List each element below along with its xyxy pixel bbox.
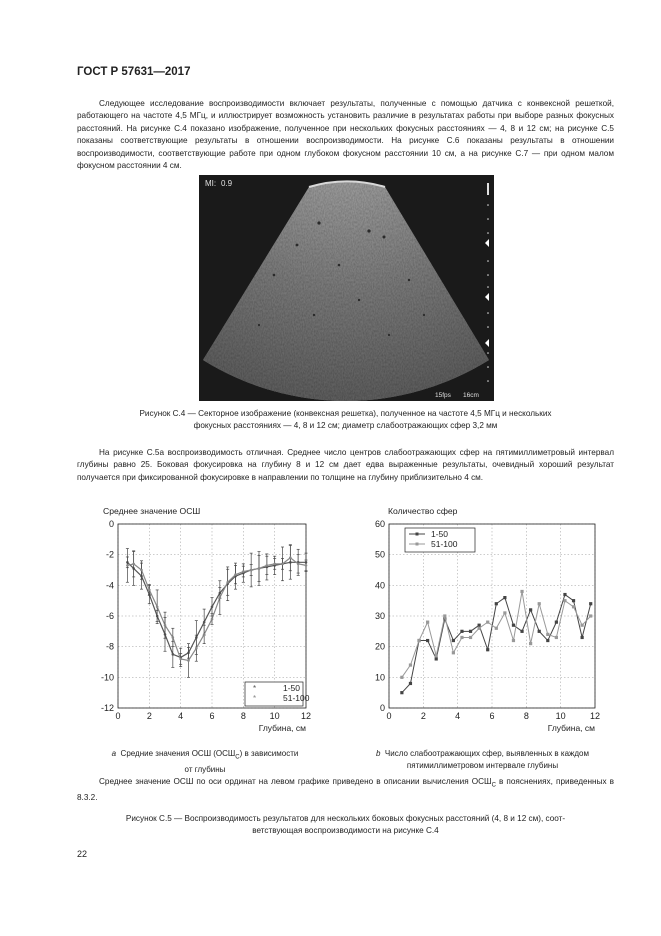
data-point [266, 564, 269, 567]
x-tick-label: 4 [178, 711, 184, 721]
data-point [409, 663, 412, 666]
chart-a [85, 518, 325, 740]
legend-marker [416, 543, 419, 546]
data-point [172, 653, 175, 656]
y-tick-label: -6 [105, 611, 114, 621]
data-point [305, 564, 308, 567]
data-point [250, 569, 253, 572]
subcaption-a-sub: С [235, 754, 240, 761]
x-tick-label: 6 [209, 711, 215, 721]
y-tick-label: -8 [105, 641, 114, 652]
figure-c5-caption-2: ветствующая воспроизводимости на рисунке С.4 [252, 826, 439, 835]
subcaption-a-text: Средние значения ОСШ (ОСШ [120, 749, 236, 758]
legend-label: 1-50 [431, 529, 449, 539]
data-point [203, 621, 206, 624]
data-point [242, 570, 245, 573]
page-number: 22 [77, 849, 88, 859]
data-point [555, 636, 558, 639]
data-point [538, 630, 541, 633]
data-point [409, 682, 412, 685]
note-sub: С [491, 782, 496, 789]
data-point [460, 630, 463, 633]
legend-marker [416, 533, 419, 536]
x-tick-label: 2 [146, 711, 152, 721]
subcaption-a-text-end: ) в зависимости [239, 749, 299, 758]
data-point [555, 621, 558, 624]
data-point [581, 624, 584, 627]
depth-label: 16cm [463, 392, 479, 399]
data-point [529, 608, 532, 611]
data-point [211, 606, 214, 609]
data-point [538, 602, 541, 605]
data-point [426, 621, 429, 624]
data-point [589, 614, 592, 617]
x-tick-label: 10 [269, 711, 280, 721]
figure-c5-caption-1: Рисунок С.5 — Воспроизводимость результатов для нескольких боковых фокусных расстояний (4, 8 и 12 см), соот- [125, 814, 566, 823]
data-point [297, 563, 300, 566]
data-point [148, 589, 151, 592]
data-point [211, 618, 214, 621]
data-point [195, 647, 198, 650]
figure-c4-caption-2: фокусных расстояниях — 4, 8 и 12 см; диаметр слабоотражающих сфер 3,2 мм [193, 421, 498, 430]
data-point [452, 651, 455, 654]
y-tick-label: 60 [374, 519, 385, 529]
y-tick-label: -4 [105, 580, 114, 591]
mi-value: 0.9 [221, 179, 233, 188]
data-point [503, 611, 506, 614]
middle-paragraph: На рисунке С.5а воспроизводимость отличная. Среднее число центров слабоотражающих сфер на пятимиллиметровый интервал глубины равно 25. Боковая фокусировка на глубину 8 и 12 см дает едва выраженные результаты, очевидный хороший результат получается при фиксированной фокусировке в направлении по толщине на глубину приблизительно 4 см. [77, 448, 614, 482]
note-paragraph [77, 776, 614, 804]
x-tick-label: 10 [555, 711, 566, 721]
subcaption-a-prefix: a [111, 749, 117, 758]
figure-c4-caption-1: Рисунок С.4 — Секторное изображение (конвексная решетка), полученное на частоте 4,5 МГц и нескольких [139, 409, 552, 418]
data-point [495, 627, 498, 630]
data-point [417, 639, 420, 642]
intro-paragraph: Следующее исследование воспроизводимости включает результаты, полученные с помощью датчика с конвексной решеткой, работающего на частоте 4,5 МГц, и иллюстрирует возможность установить различие в результатах работы при выборе разных фокусных расстояний. На рисунке С.4 показано изображение, полученное при нескольких фокусных расстояниях — 4, 8 и 12 см; на рисунке С.5 показаны соответствующие результаты в отношении воспроизводимости. На рисунке С.6 показаны результаты в отношении воспроизводимости, соответствующие работе при одном глубоком фокусном расстоянии 10 см, а на рисунке С.7 — при одном малом фокусном расстоянии 4 см. [77, 99, 614, 171]
data-point [140, 569, 143, 572]
data-point [546, 633, 549, 636]
data-point [187, 659, 190, 662]
data-point [503, 596, 506, 599]
chart-a-title: Среднее значение ОСШ [103, 506, 201, 516]
data-point [589, 602, 592, 605]
data-point [164, 624, 167, 627]
data-point [273, 563, 276, 566]
y-tick-label: 0 [379, 703, 385, 713]
data-point [529, 642, 532, 645]
y-tick-label: -10 [100, 672, 114, 683]
data-point [435, 657, 438, 660]
mi-label: MI: [205, 179, 217, 188]
x-axis-label: Глубина, см [547, 723, 595, 733]
series-line-1-50 [402, 595, 591, 693]
document-header: ГОСТ Р 57631—2017 [77, 66, 191, 78]
y-tick-label: -12 [100, 703, 114, 713]
data-point [520, 630, 523, 633]
chart-b [360, 518, 610, 740]
data-point [132, 563, 135, 566]
series-line-1-50 [127, 562, 306, 657]
x-tick-label: 4 [455, 711, 461, 721]
data-point [219, 596, 222, 599]
data-point [400, 691, 403, 694]
data-point [469, 630, 472, 633]
data-point [203, 633, 206, 636]
legend-label: 51-100 [431, 539, 458, 549]
data-point [452, 639, 455, 642]
ultrasound-image [199, 175, 494, 401]
y-tick-label: 40 [374, 580, 385, 591]
data-point [563, 593, 566, 596]
data-point [469, 636, 472, 639]
x-tick-label: 8 [240, 711, 246, 721]
data-point [486, 621, 489, 624]
data-point [426, 639, 429, 642]
y-tick-label: 50 [374, 549, 385, 560]
data-point [495, 602, 498, 605]
y-tick-label: 30 [374, 611, 385, 621]
data-point [179, 658, 182, 661]
data-point [258, 567, 261, 570]
data-point [156, 606, 159, 609]
y-tick-label: 20 [374, 641, 385, 652]
data-point [512, 624, 515, 627]
x-tick-label: 2 [420, 711, 426, 721]
data-point [572, 605, 575, 608]
chart-b-title: Количество сфер [388, 506, 458, 516]
x-tick-label: 0 [386, 711, 392, 721]
data-point [478, 627, 481, 630]
legend-label: 1-50 [283, 683, 301, 693]
x-tick-label: 0 [115, 711, 121, 721]
note-text-before: Среднее значение ОСШ по оси ординат на левом графике приведено в описании вычисления ОСШ [99, 777, 492, 786]
x-tick-label: 8 [523, 711, 529, 721]
data-point [126, 564, 129, 567]
data-point [520, 590, 523, 593]
data-point [281, 563, 284, 566]
data-point [443, 614, 446, 617]
data-point [234, 573, 237, 576]
data-point [400, 676, 403, 679]
subcaption-a [85, 748, 325, 776]
x-tick-label: 6 [489, 711, 495, 721]
x-tick-label: 12 [589, 711, 601, 721]
x-tick-label: 12 [300, 711, 312, 721]
ultrasound-svg [199, 175, 494, 401]
y-tick-label: 0 [108, 519, 114, 529]
fps-label: 15fps [435, 392, 451, 399]
subcaption-b [340, 748, 625, 772]
data-point [435, 654, 438, 657]
x-axis-label: Глубина, см [258, 723, 306, 733]
data-point [572, 599, 575, 602]
data-point [478, 624, 481, 627]
data-point [172, 636, 175, 639]
note-text-after: в пояснениях, приведенных в 8.3.2. [77, 777, 614, 803]
data-point [581, 636, 584, 639]
legend-marker: * [253, 684, 257, 693]
subcaption-a-text-2: от глубины [184, 764, 226, 774]
data-point [512, 639, 515, 642]
subcaption-b-text: Число слабоотражающих сфер, выявленных в каждом [384, 749, 589, 758]
y-tick-label: -2 [105, 549, 114, 560]
data-point [289, 556, 292, 559]
subcaption-b-text-2: пятимиллиметровом интервале глубины [406, 761, 559, 770]
data-point [546, 639, 549, 642]
y-tick-label: 10 [374, 672, 385, 683]
data-point [563, 599, 566, 602]
legend-label: 51-100 [283, 693, 310, 703]
data-point [226, 581, 229, 584]
data-point [460, 636, 463, 639]
data-point [486, 648, 489, 651]
legend-marker: * [253, 694, 257, 703]
subcaption-b-prefix: b [375, 749, 381, 758]
